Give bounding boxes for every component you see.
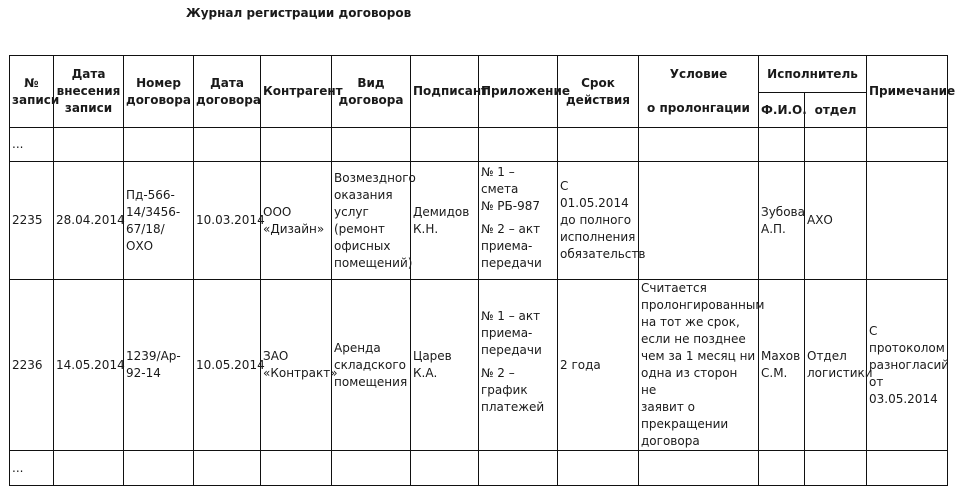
header-contract-type: Вид договора xyxy=(332,56,411,128)
cell-contract-type: Возмездного оказания услуг (ремонт офисных помещений) xyxy=(332,162,411,280)
contracts-journal-table xyxy=(9,55,956,486)
header-attachment: Приложение xyxy=(479,56,558,128)
header-note: Примечание xyxy=(867,56,948,128)
ellipsis-cell: ... xyxy=(10,128,54,162)
header-entry-date: Дата внесения записи xyxy=(54,56,124,128)
cell-num: 2236 xyxy=(10,280,54,451)
cell-entry-date: 28.04.2014 xyxy=(54,162,124,280)
ellipsis-cell: ... xyxy=(10,451,54,486)
cell-prolongation xyxy=(639,162,759,280)
cell-attachment xyxy=(479,162,558,280)
cell-contract-type: Аренда складского помещения xyxy=(332,280,411,451)
header-executor-name: Ф.И.О. xyxy=(759,93,805,128)
table-row xyxy=(10,162,948,280)
header-num: № записи xyxy=(10,56,54,128)
cell-contract-date: 10.05.2014 xyxy=(194,280,261,451)
table-row xyxy=(10,280,948,451)
header-term: Срок действия xyxy=(558,56,639,128)
cell-executor-name: Махов С.М. xyxy=(759,280,805,451)
cell-signatory: Царев К.А. xyxy=(411,280,479,451)
header-executor-dept: отдел xyxy=(805,93,867,128)
cell-term: С 01.05.2014 до полного исполнения обязательств xyxy=(558,162,639,280)
header-prolongation: Условие о пролонгации xyxy=(639,56,759,128)
cell-signatory: Демидов К.Н. xyxy=(411,162,479,280)
cell-counterparty: ООО «Дизайн» xyxy=(261,162,332,280)
attachment-item: № 1 – акт приема- передачи xyxy=(481,309,542,357)
cell-prolongation: Считается пролонгированным на тот же срок, если не позднее чем за 1 месяц ни одна из сторон не заявит о прекращении договора xyxy=(639,280,759,451)
cell-entry-date: 14.05.2014 xyxy=(54,280,124,451)
cell-contract-number: Пд-566- 14/3456- 67/18/ОХО xyxy=(124,162,194,280)
cell-contract-number: 1239/Ар- 92-14 xyxy=(124,280,194,451)
cell-contract-date: 10.03.2014 xyxy=(194,162,261,280)
cell-note xyxy=(867,162,948,280)
ellipsis-row-bottom xyxy=(10,451,948,486)
cell-num: 2235 xyxy=(10,162,54,280)
cell-executor-dept: АХО xyxy=(805,162,867,280)
cell-executor-dept: Отдел логистики xyxy=(805,280,867,451)
header-executor: Исполнитель xyxy=(759,56,867,93)
cell-term: 2 года xyxy=(558,280,639,451)
header-signatory: Подписант xyxy=(411,56,479,128)
header-counterparty: Контрагент xyxy=(261,56,332,128)
ellipsis-row-top xyxy=(10,128,948,162)
cell-executor-name: Зубова А.П. xyxy=(759,162,805,280)
header-contract-number: Номер договора xyxy=(124,56,194,128)
cell-attachment xyxy=(479,280,558,451)
header-contract-date: Дата договора xyxy=(194,56,261,128)
header-row xyxy=(10,56,948,93)
attachment-item: № 2 – акт приема- передачи xyxy=(481,221,542,270)
attachment-item: № 2 – график платежей xyxy=(481,366,545,414)
cell-counterparty: ЗАО «Контракт» xyxy=(261,280,332,451)
attachment-item: № 1 – смета № РБ-987 xyxy=(481,164,540,213)
cell-note: С протоколом разногласий от 03.05.2014 xyxy=(867,280,948,451)
document-title: Журнал регистрации договоров xyxy=(186,6,412,20)
